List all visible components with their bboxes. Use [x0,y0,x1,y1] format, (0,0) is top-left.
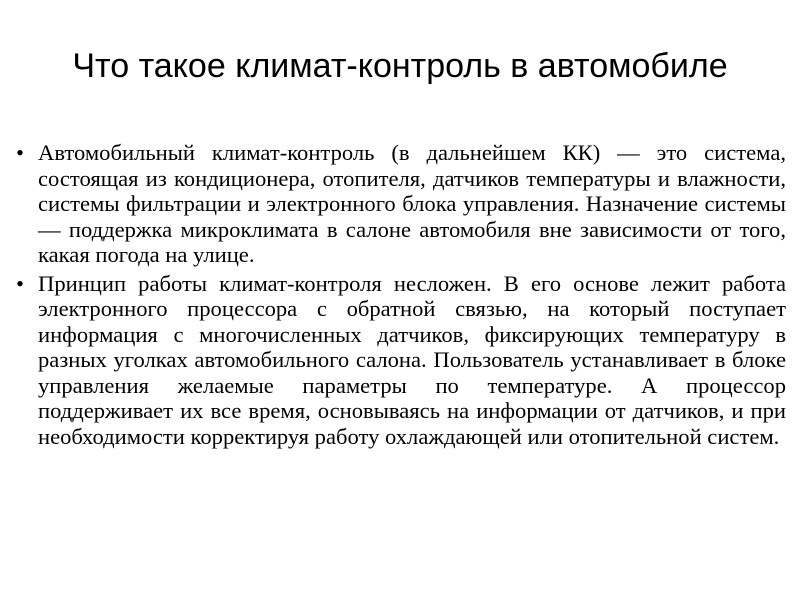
bullet-dot-icon: • [16,140,24,165]
bullet-text: Принцип работы климат-контроля несложен. В его основе лежит работа электронного процессора с обратной связью, на который поступает информация с многочисленных датчиков, фиксирующих температуру в разных уголках автомобильного салона. Пользователь устанавливает в блоке управления желаемые параметры по температуре. А процессор поддерживает их все время, основываясь на информации от датчиков, и при необходимости корректируя работу охлаждающей или отопительной систем. [38,270,786,449]
slide-title: Что такое климат-контроль в автомобиле [72,47,728,85]
bullet-text: Автомобильный климат-контроль (в дальнейшем КК) — это система, состоящая из кондиционера, отопителя, датчиков температуры и влажности, системы фильтрации и электронного блока управления. Назначение системы — поддержка микроклимата в салоне автомобиля вне зависимости от того, какая погода на улице. [38,140,786,267]
bullet-list [10,140,786,452]
bullet-dot-icon: • [16,270,24,296]
bullet-item [10,140,786,268]
bullet-item [10,271,786,450]
